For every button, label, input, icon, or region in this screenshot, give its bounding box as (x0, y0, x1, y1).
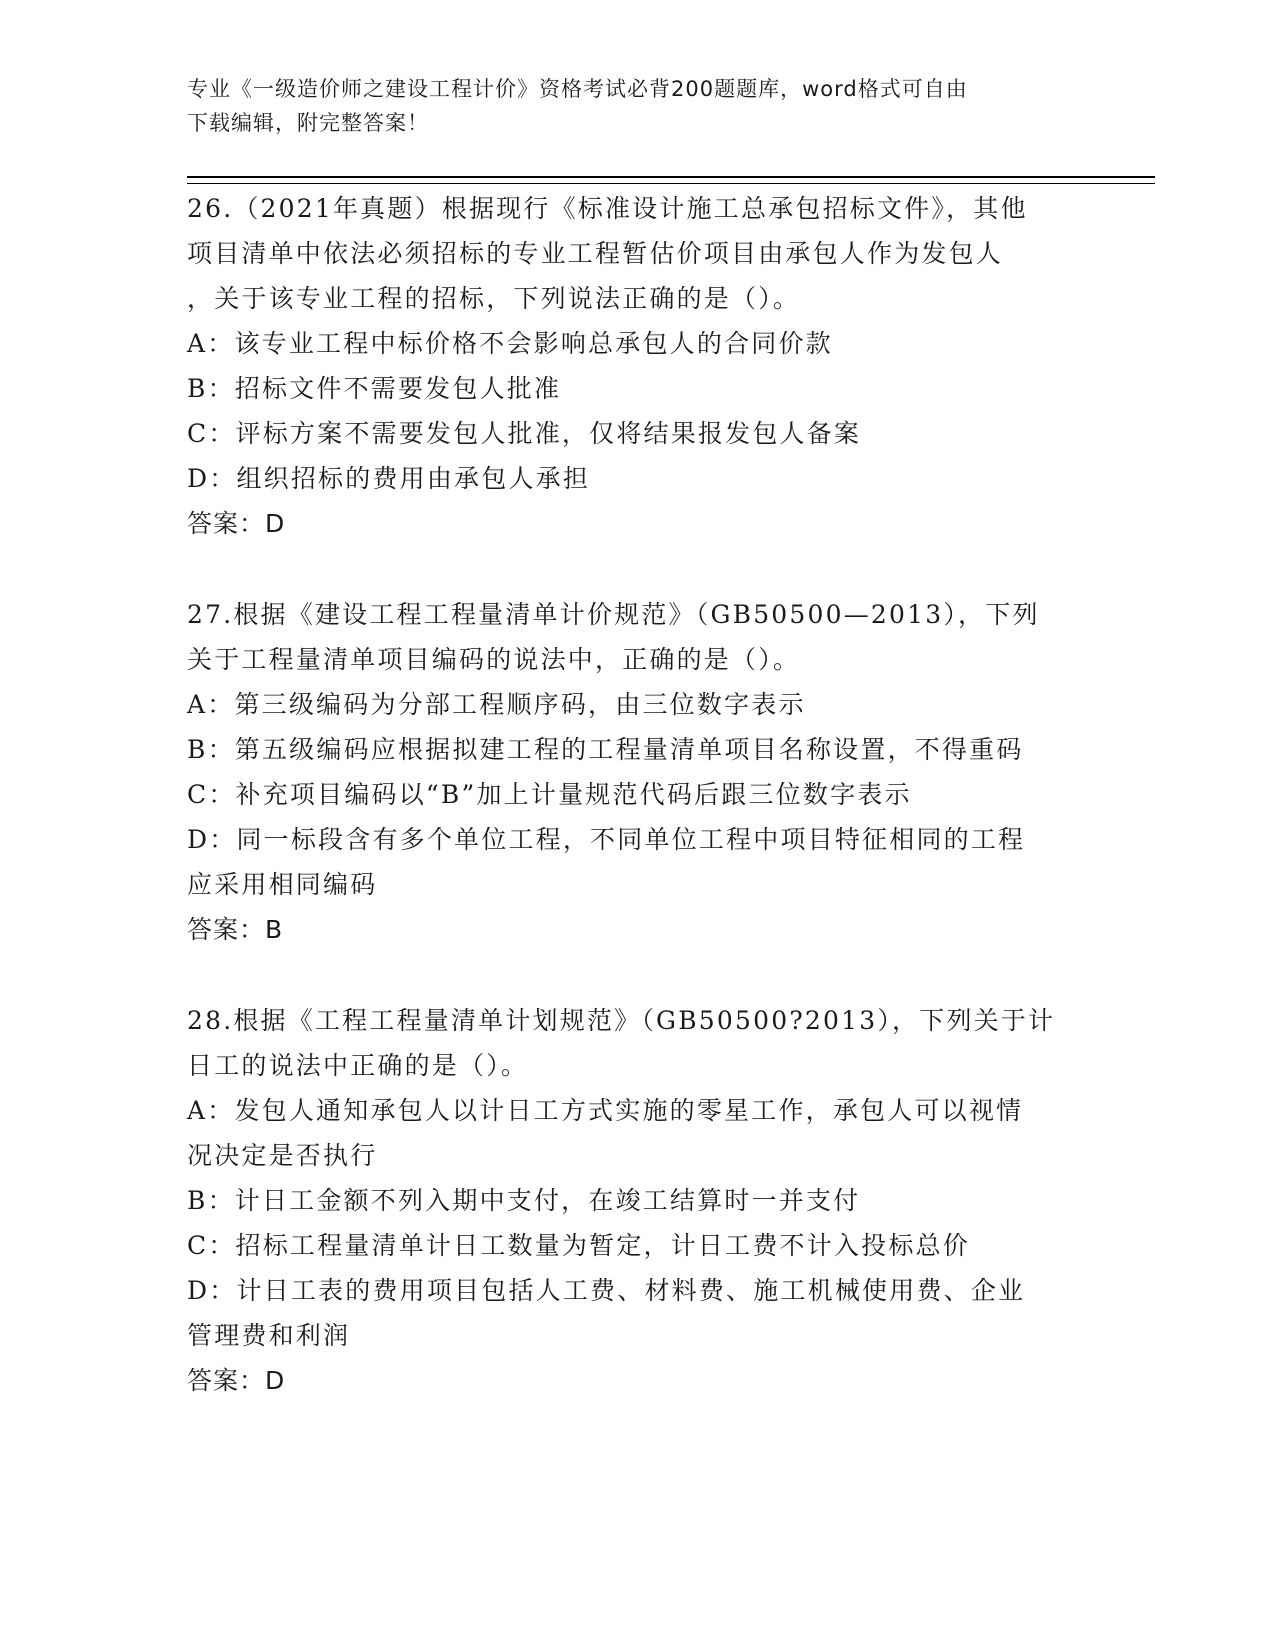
option-d: D：组织招标的费用由承包人承担 (187, 464, 591, 493)
header-divider-thick (187, 176, 1155, 178)
option-a: A：第三级编码为分部工程顺序码，由三位数字表示 (187, 690, 806, 719)
option-c: C：评标方案不需要发包人批准，仅将结果报发包人备案 (187, 419, 862, 448)
option-b: B：招标文件不需要发包人批准 (187, 374, 562, 403)
option-c: C：补充项目编码以“B”加上计量规范代码后跟三位数字表示 (187, 780, 912, 809)
question-27 (187, 592, 1087, 953)
question-stem-line: ，关于该专业工程的招标，下列说法正确的是（）。 (187, 284, 801, 313)
answer-label: 答案：D (187, 509, 286, 538)
option-c: C：招标工程量清单计日工数量为暂定，计日工费不计入投标总价 (187, 1231, 970, 1260)
option-b: B：计日工金额不列入期中支付，在竣工结算时一并支付 (187, 1186, 861, 1215)
answer-label: 答案：D (187, 1366, 286, 1395)
question-28 (187, 998, 1087, 1404)
question-26 (187, 186, 1087, 547)
option-a-continuation: 况决定是否执行 (187, 1141, 378, 1170)
option-a: A：该专业工程中标价格不会影响总承包人的合同价款 (187, 329, 833, 358)
question-spacer (187, 547, 1087, 592)
question-stem-line: 项目清单中依法必须招标的专业工程暂估价项目由承包人作为发包人 (187, 239, 1004, 268)
option-d: D：计日工表的费用项目包括人工费、材料费、施工机械使用费、企业 (187, 1276, 1026, 1305)
question-stem-line: 28.根据《工程工程量清单计划规范》（GB50500?2013），下列关于计 (187, 1006, 1056, 1035)
option-d-continuation: 管理费和利润 (187, 1321, 351, 1350)
option-a: A：发包人通知承包人以计日工方式实施的零星工作，承包人可以视情 (187, 1096, 1024, 1125)
question-stem-line: 27.根据《建设工程工程量清单计价规范》（GB50500—2013），下列 (187, 600, 1040, 629)
answer-label: 答案：B (187, 915, 284, 944)
option-d-continuation: 应采用相同编码 (187, 870, 378, 899)
question-list (187, 186, 1087, 1404)
question-stem-line: 日工的说法中正确的是（）。 (187, 1051, 529, 1080)
question-stem-line: 关于工程量清单项目编码的说法中，正确的是（）。 (187, 645, 801, 674)
option-b: B：第五级编码应根据拟建工程的工程量清单项目名称设置，不得重码 (187, 735, 1024, 764)
header-divider-thin (187, 183, 1155, 184)
document-header (187, 72, 1067, 140)
question-stem-line: 26.（2021年真题）根据现行《标准设计施工总承包招标文件》，其他 (187, 194, 1028, 223)
header-line-1: 专业《一级造价师之建设工程计价》资格考试必背200题题库，word格式可自由 (187, 77, 968, 101)
option-d: D：同一标段含有多个单位工程，不同单位工程中项目特征相同的工程 (187, 825, 1026, 854)
header-line-2: 下载编辑，附完整答案！ (187, 111, 429, 135)
question-spacer (187, 953, 1087, 998)
